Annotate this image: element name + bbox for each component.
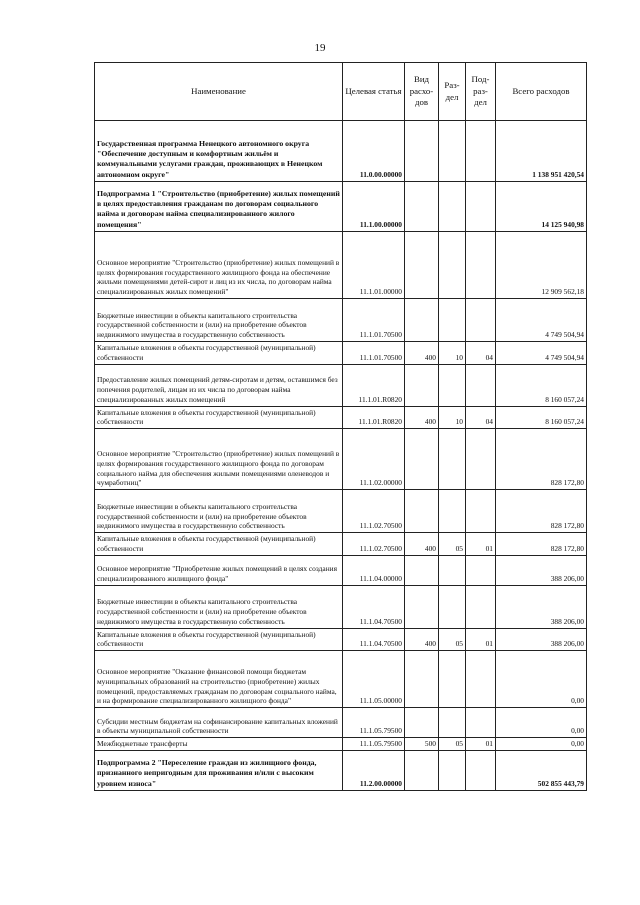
row-razdel-cell [439,750,466,790]
row-amount-cell: 8 160 057,24 [496,364,587,406]
table-row [95,299,587,342]
row-amount-cell: 4 749 504,94 [496,342,587,365]
table-row [95,182,587,232]
row-podrazdel-cell: 04 [466,342,496,365]
table-row [95,533,587,556]
row-name-cell: Основное мероприятие "Строительство (приобретение) жилых помещений в целях формирования государственного жилищного фонда на обеспечение жильми помещениями детей-сирот и лиц из их числа, по договорам найма специализированных жилых помещений" [95,232,343,299]
row-code-cell: 11.1.04.70500 [343,628,405,651]
row-vid-cell: 400 [405,342,439,365]
row-name-cell: Предоставление жилых помещений детям-сиротам и детям, оставшимся без попечения родителей, лицам из их числа по договорам найма специализированных жилых помещений [95,364,343,406]
row-podrazdel-cell [466,750,496,790]
row-vid-cell [405,121,439,182]
table-row [95,750,587,790]
row-name-cell: Бюджетные инвестиции в объекты капитального строительства государственной собственности и (или) на приобретение объектов недвижимого имущества в государственную собственность [95,490,343,533]
table-row [95,555,587,585]
row-name-cell: Основное мероприятие "Приобретение жилых помещений в целях создания специализированного жилищного фонда" [95,555,343,585]
row-razdel-cell [439,364,466,406]
row-razdel-cell [439,651,466,708]
row-podrazdel-cell [466,299,496,342]
row-code-cell: 11.2.00.00000 [343,750,405,790]
table-row [95,364,587,406]
row-vid-cell [405,490,439,533]
table-row [95,342,587,365]
row-amount-cell: 1 138 951 420,54 [496,121,587,182]
row-razdel-cell: 05 [439,533,466,556]
row-amount-cell: 388 206,00 [496,628,587,651]
row-podrazdel-cell [466,364,496,406]
row-vid-cell [405,182,439,232]
row-name-cell: Капитальные вложения в объекты государственной (муниципальной) собственности [95,533,343,556]
row-podrazdel-cell [466,429,496,490]
row-code-cell: 11.0.00.00000 [343,121,405,182]
row-code-cell: 11.1.01.R0820 [343,406,405,429]
row-razdel-cell [439,299,466,342]
row-code-cell: 11.1.02.70500 [343,490,405,533]
table-row [95,708,587,738]
table-row [95,585,587,628]
row-podrazdel-cell [466,651,496,708]
row-razdel-cell: 05 [439,628,466,651]
row-code-cell: 11.1.02.00000 [343,429,405,490]
row-podrazdel-cell: 01 [466,738,496,751]
row-podrazdel-cell [466,555,496,585]
row-name-cell: Подпрограмма 2 "Переселение граждан из жилищного фонда, признанного непригодным для проживания и/или с высоким уровнем износа" [95,750,343,790]
budget-table [94,62,587,791]
row-code-cell: 11.1.01.R0820 [343,364,405,406]
row-amount-cell: 14 125 940,98 [496,182,587,232]
row-name-cell: Субсидии местным бюджетам на софинансирование капитальных вложений в объекты муниципальной собственности [95,708,343,738]
row-amount-cell: 388 206,00 [496,585,587,628]
row-vid-cell: 400 [405,406,439,429]
row-vid-cell [405,299,439,342]
table-row [95,628,587,651]
row-amount-cell: 8 160 057,24 [496,406,587,429]
row-code-cell: 11.1.00.00000 [343,182,405,232]
row-name-cell: Бюджетные инвестиции в объекты капитального строительства государственной собственности и (или) на приобретение объектов недвижимого имущества в государственную собственность [95,299,343,342]
row-code-cell: 11.1.04.70500 [343,585,405,628]
row-vid-cell: 400 [405,533,439,556]
row-code-cell: 11.1.02.70500 [343,533,405,556]
row-razdel-cell [439,490,466,533]
row-podrazdel-cell [466,585,496,628]
table-body [95,121,587,791]
header-code: Целевая статья [343,63,405,121]
row-name-cell: Бюджетные инвестиции в объекты капитального строительства государственной собственности и (или) на приобретение объектов недвижимого имущества в государственную собственность [95,585,343,628]
row-vid-cell [405,585,439,628]
row-amount-cell: 4 749 504,94 [496,299,587,342]
table-row [95,429,587,490]
row-vid-cell [405,555,439,585]
row-amount-cell: 12 909 562,18 [496,232,587,299]
header-total: Всего расходов [496,63,587,121]
header-vid: Вид расхо-дов [405,63,439,121]
row-podrazdel-cell [466,490,496,533]
row-razdel-cell: 05 [439,738,466,751]
row-podrazdel-cell [466,182,496,232]
row-razdel-cell: 10 [439,406,466,429]
row-code-cell: 11.1.01.70500 [343,342,405,365]
row-podrazdel-cell: 01 [466,533,496,556]
row-razdel-cell [439,585,466,628]
row-amount-cell: 502 855 443,79 [496,750,587,790]
row-podrazdel-cell: 04 [466,406,496,429]
row-vid-cell [405,364,439,406]
row-name-cell: Капитальные вложения в объекты государственной (муниципальной) собственности [95,406,343,429]
row-name-cell: Государственная программа Ненецкого автономного округа "Обеспечение доступным и комфортным жильём и коммунальными услугами граждан, проживающих в Ненецком автономном округе" [95,121,343,182]
row-vid-cell [405,750,439,790]
row-podrazdel-cell: 01 [466,628,496,651]
row-vid-cell [405,708,439,738]
row-code-cell: 11.1.04.00000 [343,555,405,585]
table-header-row [95,63,587,121]
row-vid-cell: 500 [405,738,439,751]
row-amount-cell: 828 172,80 [496,533,587,556]
header-name: Наименование [95,63,343,121]
row-amount-cell: 0,00 [496,738,587,751]
row-amount-cell: 0,00 [496,708,587,738]
row-name-cell: Межбюджетные трансферты [95,738,343,751]
row-amount-cell: 828 172,80 [496,490,587,533]
row-name-cell: Основное мероприятие "Строительство (приобретение) жилых помещений в целях формирования государственного жилищного фонда по договорам социального найма для обеспечения жилыми помещениями оленеводов и чумработниц" [95,429,343,490]
row-podrazdel-cell [466,708,496,738]
row-name-cell: Основное мероприятие "Оказание финансовой помощи бюджетам муниципальных образований на строительство (приобретение) жилых помещений, предоставляемых гражданам по договорам социального найма, и на формирование специализированного жилищного фонда" [95,651,343,708]
row-razdel-cell [439,555,466,585]
header-razdel: Раз-дел [439,63,466,121]
row-vid-cell [405,232,439,299]
row-code-cell: 11.1.05.00000 [343,651,405,708]
row-razdel-cell [439,121,466,182]
row-razdel-cell: 10 [439,342,466,365]
header-podrazdel: Под-раз-дел [466,63,496,121]
table-row [95,738,587,751]
row-vid-cell: 400 [405,628,439,651]
row-code-cell: 11.1.05.79500 [343,708,405,738]
row-code-cell: 11.1.01.70500 [343,299,405,342]
row-podrazdel-cell [466,121,496,182]
row-name-cell: Капитальные вложения в объекты государственной (муниципальной) собственности [95,628,343,651]
row-razdel-cell [439,182,466,232]
row-name-cell: Капитальные вложения в объекты государственной (муниципальной) собственности [95,342,343,365]
page-number: 19 [314,42,326,54]
row-razdel-cell [439,429,466,490]
row-code-cell: 11.1.01.00000 [343,232,405,299]
row-code-cell: 11.1.05.79500 [343,738,405,751]
table-row [95,651,587,708]
row-amount-cell: 828 172,80 [496,429,587,490]
row-razdel-cell [439,232,466,299]
table-row [95,490,587,533]
row-amount-cell: 0,00 [496,651,587,708]
row-vid-cell [405,429,439,490]
row-name-cell: Подпрограмма 1 "Строительство (приобретение) жилых помещений в целях предоставления гражданам по договорам социального найма и договорам найма специализированного жилого помещения" [95,182,343,232]
table-row [95,121,587,182]
table-row [95,232,587,299]
row-podrazdel-cell [466,232,496,299]
row-razdel-cell [439,708,466,738]
table-row [95,406,587,429]
row-amount-cell: 388 206,00 [496,555,587,585]
row-vid-cell [405,651,439,708]
